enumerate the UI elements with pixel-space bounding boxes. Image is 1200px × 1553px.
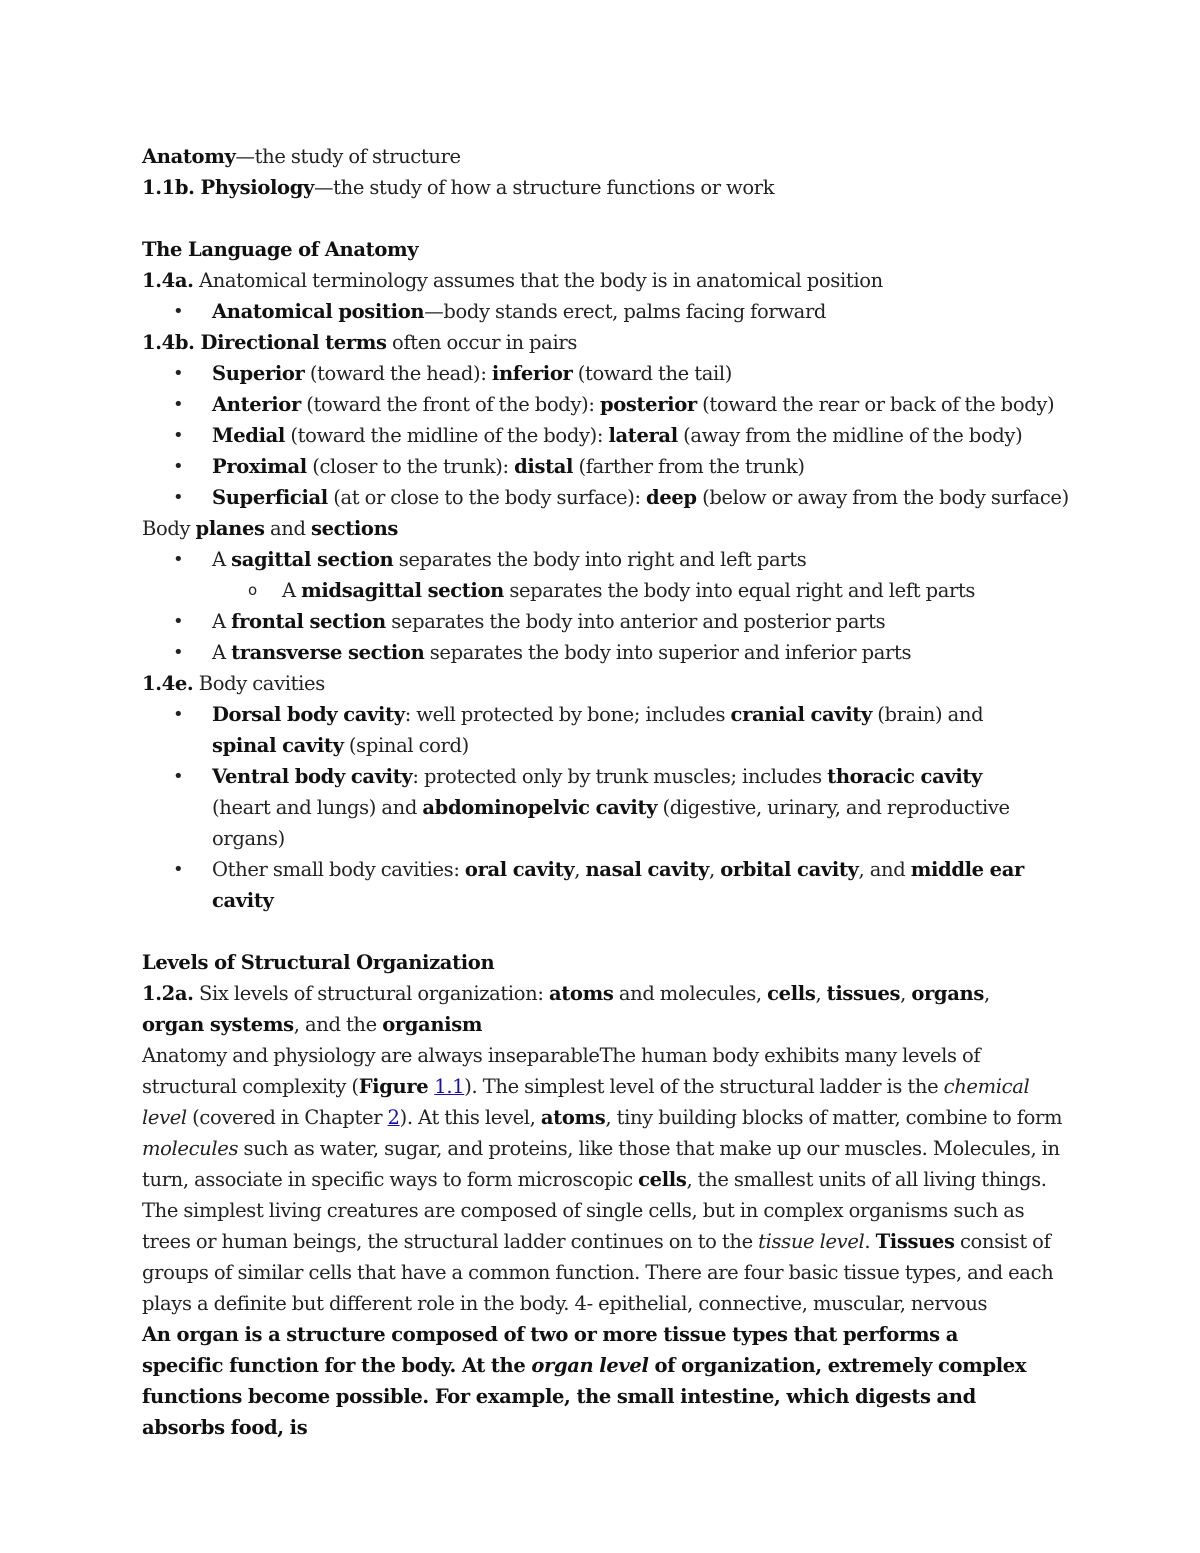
text: (toward the rear or back of the body)	[696, 393, 1055, 416]
list-item	[142, 544, 1072, 606]
term: sagittal section	[231, 548, 394, 571]
text: ,	[900, 982, 912, 1005]
term: nasal cavity	[585, 858, 709, 881]
term: Proximal	[212, 455, 307, 478]
text: (toward the head):	[304, 362, 492, 385]
term: orbital cavity	[720, 858, 859, 881]
italic-term: molecules	[142, 1137, 239, 1160]
anatomy-definition	[142, 141, 1072, 172]
text: (at or close to the body surface):	[327, 486, 647, 509]
term-anatomy: Anatomy	[142, 145, 236, 168]
bullet-list-cavities	[142, 699, 1042, 916]
term: Superior	[212, 362, 305, 385]
list-item	[142, 451, 1072, 482]
text: (closer to the trunk):	[306, 455, 515, 478]
italic-term: organ level	[531, 1354, 649, 1377]
item-label: 1.4e.	[142, 672, 194, 695]
term: Figure	[358, 1075, 435, 1098]
text: A	[282, 579, 302, 602]
term: Anterior	[212, 393, 301, 416]
term: cells	[767, 982, 816, 1005]
list-item	[142, 296, 1072, 327]
term: midsagittal section	[301, 579, 504, 602]
bullet-list-planes	[142, 544, 1072, 668]
term-physiology: 1.1b. Physiology	[142, 176, 314, 199]
text: Body	[142, 517, 196, 540]
term: posterior	[599, 393, 697, 416]
text: , and	[858, 858, 911, 881]
term: Superficial	[212, 486, 328, 509]
text: An organ is a structure composed of two or more tissue types that performs a specific function for the body. At the	[142, 1323, 959, 1377]
item-text: Anatomical terminology assumes that the body is in anatomical position	[193, 269, 883, 292]
term: Medial	[212, 424, 285, 447]
text: Six levels of structural organization:	[193, 982, 549, 1005]
text: Other small body cavities:	[212, 858, 465, 881]
item-label: 1.2a.	[142, 982, 194, 1005]
document-page	[142, 141, 1072, 1443]
text: separates the body into anterior and posterior parts	[385, 610, 886, 633]
term: middle ear cavity	[212, 858, 1024, 912]
text: separates the body into equal right and left parts	[503, 579, 976, 602]
text: : well protected by bone; includes	[404, 703, 731, 726]
sub-list	[142, 575, 1072, 606]
term: cells	[638, 1168, 687, 1191]
term: Anatomical position	[212, 300, 425, 323]
blank-line	[142, 203, 1072, 234]
term: inferior	[491, 362, 573, 385]
item-1-4e	[142, 668, 1072, 699]
term: cranial cavity	[730, 703, 872, 726]
list-item	[142, 358, 1072, 389]
text: Anatomy and physiology are always inseparableThe human body exhibits many levels of structural complexity (	[142, 1044, 981, 1098]
text: (farther from the trunk)	[573, 455, 805, 478]
list-item	[142, 482, 1072, 513]
text: (brain) and	[871, 703, 984, 726]
term: lateral	[608, 424, 678, 447]
section-heading-language	[142, 234, 1072, 265]
text: (digestive, urinary, and reproductive organs)	[212, 796, 1010, 850]
list-item	[142, 699, 1042, 761]
item-label: 1.4b. Directional terms	[142, 331, 387, 354]
list-item	[142, 606, 1072, 637]
item-1-4a	[142, 265, 1072, 296]
text: separates the body into superior and inferior parts	[424, 641, 912, 664]
text: : protected only by trunk muscles; includes	[412, 765, 828, 788]
list-item	[142, 420, 1072, 451]
text: of organization, extremely complex functions become possible. For example, the small intestine, which digests and absorbs food, is	[142, 1354, 1027, 1439]
term: Tissues	[875, 1230, 955, 1253]
italic-term: chemical level	[142, 1075, 1030, 1129]
list-item	[142, 854, 1042, 916]
term: transverse section	[231, 641, 425, 664]
term: distal	[514, 455, 574, 478]
sub-list-item	[142, 575, 1072, 606]
text: ). At this level,	[399, 1106, 541, 1129]
text: ). The simplest level of the structural ladder is the	[464, 1075, 944, 1098]
figure-link[interactable]: 1.1	[434, 1075, 465, 1098]
term: deep	[646, 486, 697, 509]
term: oral cavity	[464, 858, 575, 881]
physiology-definition	[142, 172, 1072, 203]
text: (below or away from the body surface)	[696, 486, 1069, 509]
item-label: 1.4a.	[142, 269, 194, 292]
text: (covered in Chapter	[186, 1106, 388, 1129]
term: thoracic cavity	[827, 765, 983, 788]
text: , the smallest units of all living things. The simplest living creatures are composed of single cells, but in complex organisms such as trees or human beings, the structural ladder continues on to the	[142, 1168, 1047, 1253]
term: organs	[911, 982, 984, 1005]
organ-paragraph	[142, 1319, 1042, 1443]
text: (away from the midline of the body)	[677, 424, 1023, 447]
term: tissues	[826, 982, 901, 1005]
item-1-2a	[142, 978, 1042, 1040]
bullet-list-position	[142, 296, 1072, 327]
text: and	[264, 517, 311, 540]
blank-line	[142, 916, 1072, 947]
term: atoms	[540, 1106, 606, 1129]
item-1-4b	[142, 327, 1072, 358]
text: —body stands erect, palms facing forward	[424, 300, 827, 323]
list-item	[142, 637, 1072, 668]
text: such as water, sugar, and proteins, like those that make up our muscles. Molecules, in turn, associate in specific ways to form microscopic	[142, 1137, 1060, 1191]
term: organism	[382, 1013, 483, 1036]
text: A	[212, 548, 232, 571]
term: abdominopelvic cavity	[422, 796, 658, 819]
text: ,	[983, 982, 990, 1005]
text: .	[864, 1230, 876, 1253]
bullet-list-directional-terms	[142, 358, 1072, 513]
text: ,	[815, 982, 827, 1005]
text: (toward the front of the body):	[300, 393, 600, 416]
text: and molecules,	[613, 982, 768, 1005]
term: spinal cavity	[212, 734, 344, 757]
body-planes-heading	[142, 513, 1072, 544]
text: , tiny building blocks of matter, combine to form	[605, 1106, 1063, 1129]
text: separates the body into right and left parts	[393, 548, 807, 571]
text: ,	[574, 858, 586, 881]
item-text: Body cavities	[193, 672, 325, 695]
heading-text: The Language of Anatomy	[142, 238, 419, 261]
term: atoms	[548, 982, 614, 1005]
definition-text: —the study of structure	[235, 145, 461, 168]
italic-term: tissue level	[758, 1230, 865, 1253]
term: organ systems	[142, 1013, 294, 1036]
term: Dorsal body cavity	[212, 703, 405, 726]
text: , and the	[293, 1013, 383, 1036]
term: planes	[195, 517, 265, 540]
text: consist of groups of similar cells that have a common function. There are four basic tissue types, and each plays a definite but different role in the body. 4- epithelial, connective, muscular, nervous	[142, 1230, 1054, 1315]
heading-text: Levels of Structural Organization	[142, 951, 495, 974]
text: (spinal cord)	[343, 734, 469, 757]
term: frontal section	[231, 610, 386, 633]
levels-paragraph	[142, 1040, 1067, 1319]
definition-text: —the study of how a structure functions or work	[313, 176, 775, 199]
term: sections	[311, 517, 399, 540]
list-item	[142, 761, 1042, 854]
text: (toward the tail)	[572, 362, 733, 385]
text: A	[212, 610, 232, 633]
text: (toward the midline of the body):	[284, 424, 609, 447]
chapter-link[interactable]: 2	[387, 1106, 400, 1129]
list-item	[142, 389, 1072, 420]
term: Ventral body cavity	[212, 765, 413, 788]
text: ,	[708, 858, 721, 881]
text: (heart and lungs) and	[212, 796, 423, 819]
text: A	[212, 641, 232, 664]
section-heading-levels	[142, 947, 1072, 978]
item-text: often occur in pairs	[386, 331, 577, 354]
